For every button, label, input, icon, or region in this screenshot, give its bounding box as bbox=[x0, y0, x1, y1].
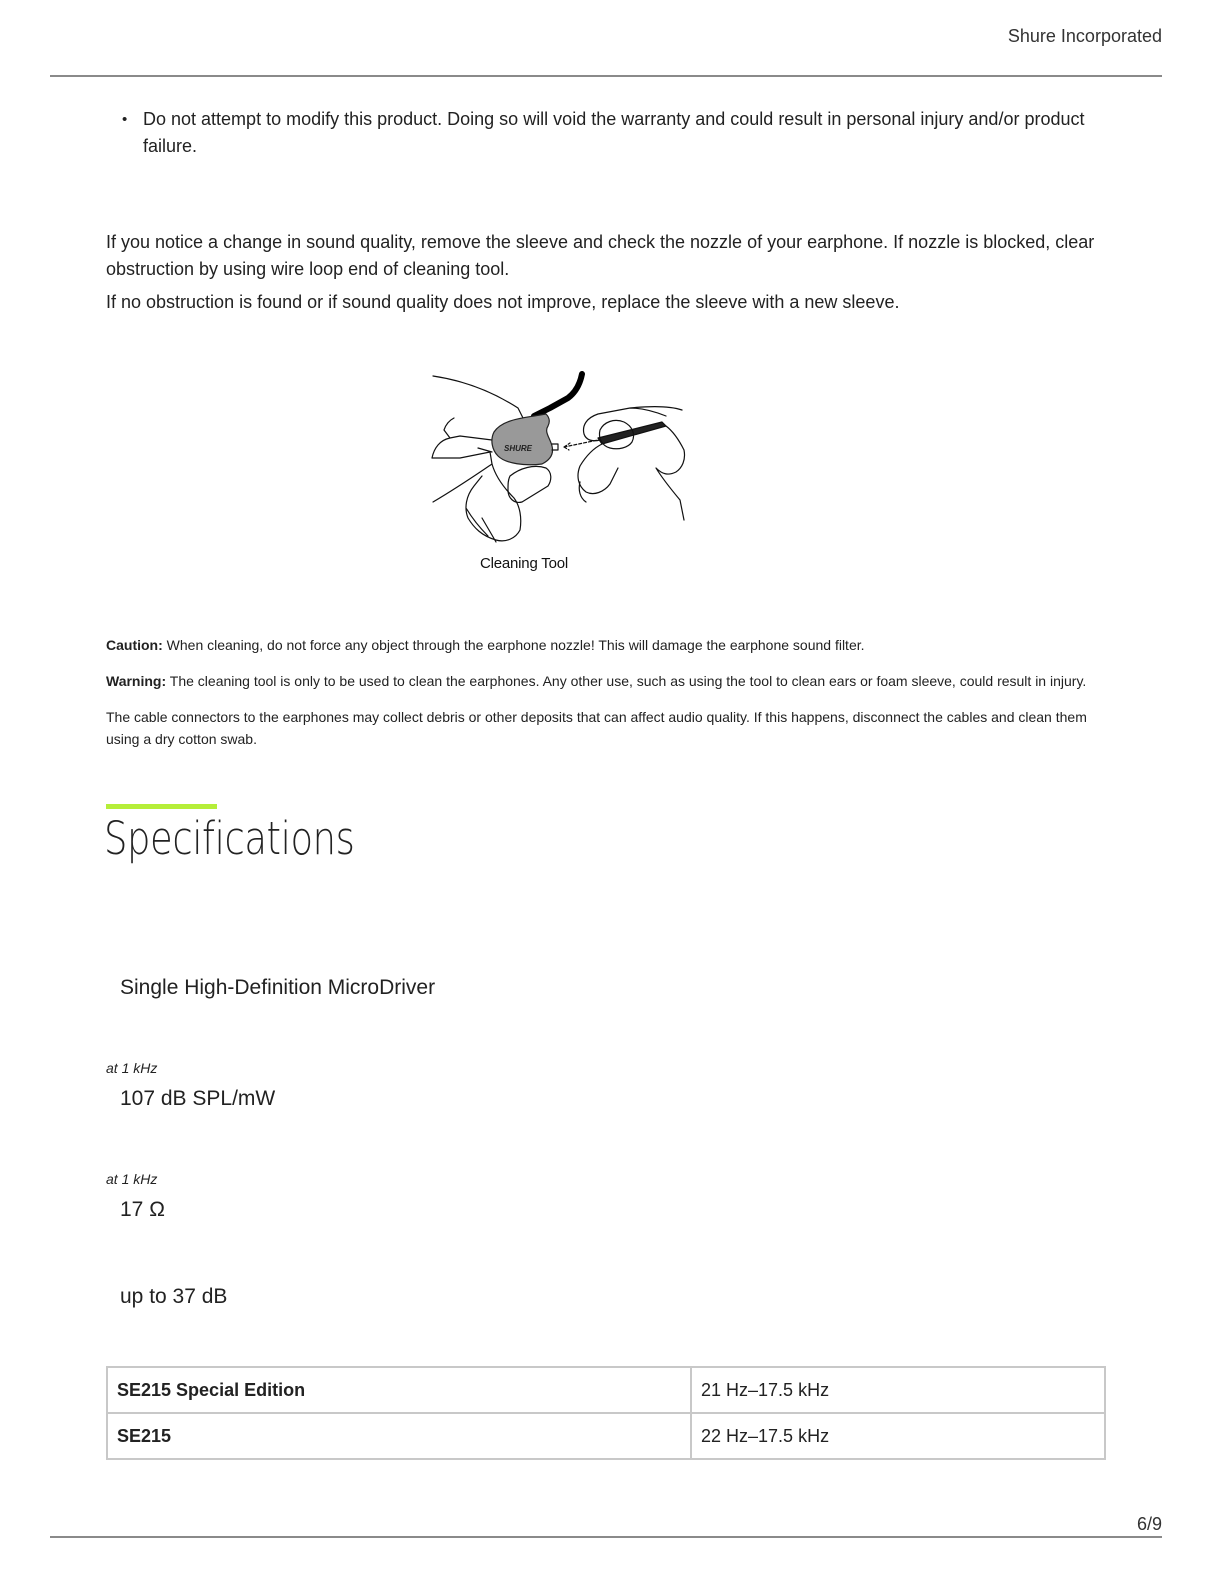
specifications-heading: Specifications bbox=[104, 812, 355, 865]
range-cell: 21 Hz–17.5 kHz bbox=[691, 1367, 1105, 1413]
header-company-name: Shure Incorporated bbox=[1007, 26, 1162, 46]
right-hand-outline bbox=[578, 407, 685, 520]
table-row bbox=[107, 1413, 1105, 1459]
section-accent-bar bbox=[106, 804, 217, 809]
connector-note: The cable connectors to the earphones may collect debris or other deposits that can affect audio quality. If this happens, disconnect the cables and clean them using a dry cotton swab. bbox=[106, 709, 1087, 747]
model-cell: SE215 Special Edition bbox=[107, 1367, 691, 1413]
list-item: • Do not attempt to modify this product. Doing so will void the warranty and could result in personal injury and/or product failure. bbox=[122, 106, 1102, 160]
header-divider bbox=[50, 75, 1162, 77]
caution-text: When cleaning, do not force any object through the earphone nozzle! This will damage the earphone sound filter. bbox=[166, 637, 865, 653]
cleaning-paragraph-1: If you notice a change in sound quality, remove the sleeve and check the nozzle of your earphone. If nozzle is blocked, clear obstruction by using wire loop end of cleaning tool. bbox=[106, 232, 1095, 279]
noise-attenuation-value: up to 37 dB bbox=[120, 1285, 228, 1308]
warning-note bbox=[106, 670, 1116, 692]
caution-label: Caution: bbox=[106, 637, 163, 653]
sensitivity-value: 107 dB SPL/mW bbox=[120, 1087, 276, 1110]
page-number: 6/9 bbox=[1136, 1514, 1162, 1534]
safety-bullet-list bbox=[122, 106, 1102, 160]
earphone-brand-mark: SHURE bbox=[504, 444, 533, 453]
impedance-value: 17 Ω bbox=[120, 1198, 165, 1221]
footer-divider bbox=[50, 1536, 1162, 1538]
sensitivity-condition: at 1 kHz bbox=[106, 1060, 158, 1076]
warning-text: The cleaning tool is only to be used to clean the earphones. Any other use, such as using the tool to clean ears or foam sleeve, could result in injury. bbox=[169, 673, 1087, 689]
figure-caption: Cleaning Tool bbox=[479, 555, 569, 572]
caution-note bbox=[106, 634, 1116, 656]
impedance-condition: at 1 kHz bbox=[106, 1171, 158, 1187]
transducer-value: Single High-Definition MicroDriver bbox=[120, 976, 436, 999]
model-cell: SE215 bbox=[107, 1413, 691, 1459]
warning-label: Warning: bbox=[106, 673, 167, 689]
cleaning-tool-illustration bbox=[430, 368, 690, 580]
frequency-response-table bbox=[106, 1366, 1106, 1460]
left-thumbnail bbox=[508, 466, 551, 502]
cleaning-tool-arrow-icon bbox=[564, 440, 598, 450]
cleaning-paragraph-2: If no obstruction is found or if sound quality does not improve, replace the sleeve with a new sleeve. bbox=[106, 292, 900, 312]
table-row bbox=[107, 1367, 1105, 1413]
range-cell: 22 Hz–17.5 kHz bbox=[691, 1413, 1105, 1459]
earphone-cable-icon bbox=[534, 374, 582, 416]
earphone-body-icon bbox=[492, 414, 553, 465]
